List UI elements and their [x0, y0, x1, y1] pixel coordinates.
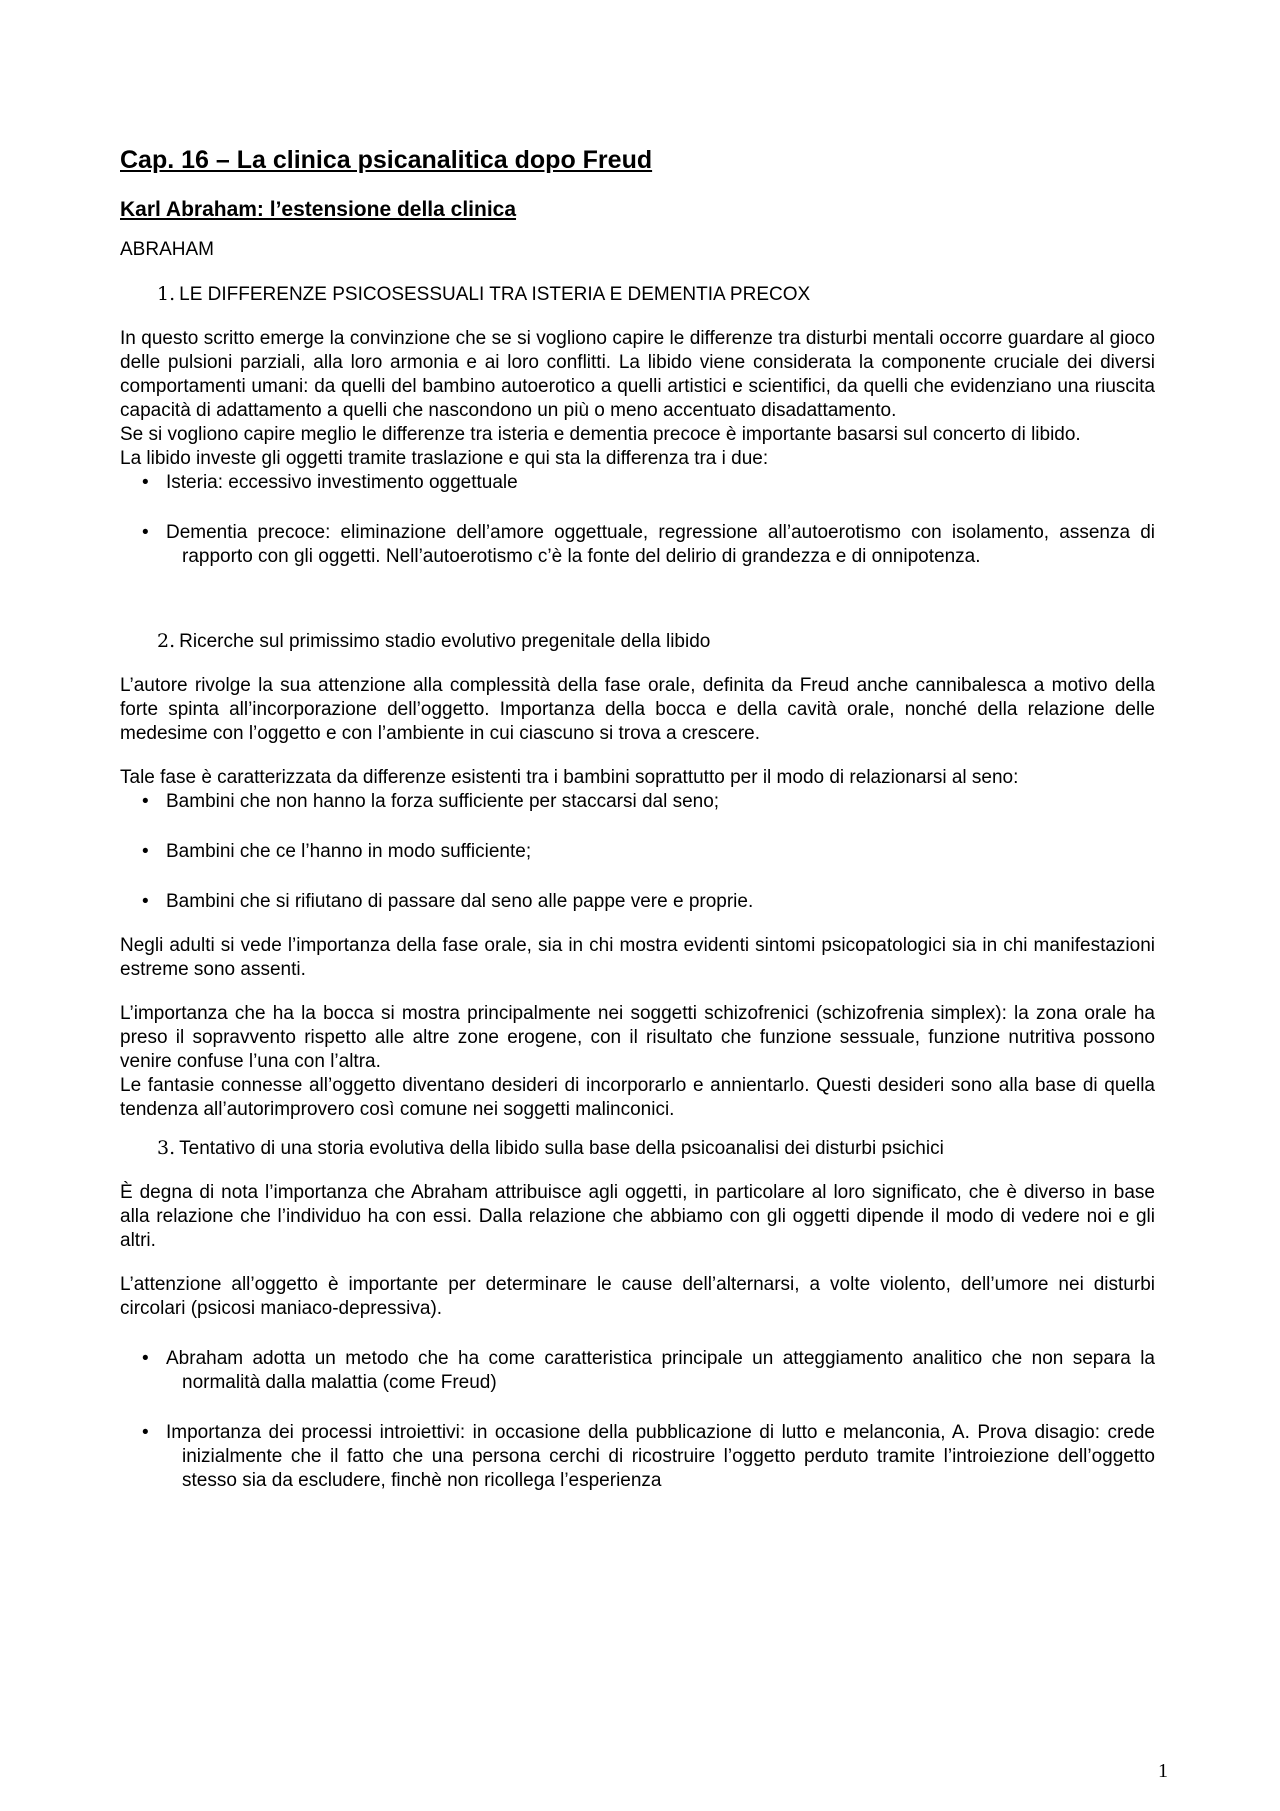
section-1-number: 1.: [157, 283, 176, 305]
list-item-text: Bambini che ce l’hanno in modo sufficiente;: [166, 841, 532, 862]
bullet-icon: •: [142, 1422, 149, 1443]
section-2-paragraph: L’importanza che ha la bocca si mostra principalmente nei soggetti schizofrenici (schizofrenia simplex): la zona orale ha preso il sopravvento rispetto alle altre zone erogene, con il risultato che funzione sessuale, funzione nutritiva possono venire confuse l’una con l’altra.: [120, 1003, 1155, 1072]
section-1-paragraph: Se si vogliono capire meglio le differenze tra isteria e dementia precoce è importante basarsi sul concerto di libido.: [120, 424, 1081, 445]
list-item: [120, 1347, 1155, 1395]
list-item-text: Importanza dei processi introiettivi: in occasione della pubblicazione di lutto e melanconia, A. Prova disagio: crede inizialmente che il fatto che una persona cerchi di ricostruire l’oggetto perduto tramite l’introiezione dell’oggetto stesso sia da escludere, finchè non ricollega l’esperienza: [166, 1422, 1155, 1491]
section-1-heading-text: LE DIFFERENZE PSICOSESSUALI TRA ISTERIA E DEMENTIA PRECOX: [179, 284, 811, 305]
section-3-heading: [120, 1136, 1155, 1161]
section-1-list: [120, 471, 1155, 569]
section-subtitle: Karl Abraham: l’estensione della clinica: [120, 198, 517, 221]
bullet-icon: •: [142, 841, 149, 862]
list-item-text: Bambini che si rifiutano di passare dal seno alle pappe vere e proprie.: [166, 891, 754, 912]
page-number: 1: [1158, 1760, 1168, 1782]
list-item: [120, 790, 1155, 814]
list-item: [120, 890, 1155, 914]
section-1-paragraph: In questo scritto emerge la convinzione che se si vogliono capire le differenze tra disturbi mentali occorre guardare al gioco delle pulsioni parziali, alla loro armonia e ai loro conflitti. La libido viene considerata la componente cruciale dei diversi comportamenti umani: da quelli del bambino autoerotico a quelli artistici e scientifici, da quelli che evidenziano una riuscita capacità di adattamento a quelli che nascondono un più o meno accentuato disadattamento.: [120, 328, 1155, 421]
section-3-heading-text: Tentativo di una storia evolutiva della libido sulla base della psicoanalisi dei disturbi psichici: [179, 1138, 944, 1159]
list-item: [120, 1421, 1155, 1493]
section-2-paragraph: Le fantasie connesse all’oggetto diventano desideri di incorporarlo e annientarlo. Questi desideri sono alla base di quella tendenza all’autorimprovero così comune nei soggetti malinconici.: [120, 1075, 1155, 1120]
author-label: ABRAHAM: [120, 239, 214, 260]
section-3-list: [120, 1347, 1155, 1493]
document-body: [120, 144, 1155, 1493]
section-1-paragraph: La libido investe gli oggetti tramite traslazione e qui sta la differenza tra i due:: [120, 448, 769, 469]
section-2-heading-text: Ricerche sul primissimo stadio evolutivo pregenitale della libido: [179, 631, 711, 652]
list-item-text: Isteria: eccessivo investimento oggettuale: [166, 472, 518, 493]
section-2-list: [120, 790, 1155, 914]
section-3-paragraph: È degna di nota l’importanza che Abraham attribuisce agli oggetti, in particolare al loro significato, che è diverso in base alla relazione che l’individuo ha con essi. Dalla relazione che abbiamo con gli oggetti dipende il modo di vedere noi e gli altri.: [120, 1182, 1155, 1251]
section-3-number: 3.: [157, 1137, 176, 1159]
section-2-paragraph: Tale fase è caratterizzata da differenze esistenti tra i bambini soprattutto per il modo di relazionarsi al seno:: [120, 767, 1019, 788]
section-2-number: 2.: [157, 630, 176, 652]
section-1-heading: [120, 282, 1155, 307]
bullet-icon: •: [142, 472, 149, 493]
list-item: [120, 521, 1155, 569]
list-item-text: Abraham adotta un metodo che ha come caratteristica principale un atteggiamento analitico che non separa la normalità dalla malattia (come Freud): [166, 1348, 1155, 1393]
list-item-text: Dementia precoce: eliminazione dell’amore oggettuale, regressione all’autoerotismo con isolamento, assenza di rapporto con gli oggetti. Nell’autoerotismo c’è la fonte del delirio di grandezza e di onnipotenza.: [166, 522, 1155, 567]
chapter-title: Cap. 16 – La clinica psicanalitica dopo Freud: [120, 146, 653, 174]
bullet-icon: •: [142, 522, 149, 543]
list-item: [120, 840, 1155, 864]
section-3-paragraph: L’attenzione all’oggetto è importante per determinare le cause dell’alternarsi, a volte violento, dell’umore nei disturbi circolari (psicosi maniaco-depressiva).: [120, 1274, 1155, 1319]
bullet-icon: •: [142, 791, 149, 812]
section-2-paragraph: Negli adulti si vede l’importanza della fase orale, sia in chi mostra evidenti sintomi psicopatologici sia in chi manifestazioni estreme sono assenti.: [120, 935, 1155, 980]
section-2-heading: [120, 629, 1155, 654]
bullet-icon: •: [142, 891, 149, 912]
bullet-icon: •: [142, 1348, 149, 1369]
list-item: [120, 471, 1155, 495]
section-2-paragraph: L’autore rivolge la sua attenzione alla complessità della fase orale, definita da Freud anche cannibalesca a motivo della forte spinta all’incorporazione dell’oggetto. Importanza della bocca e della cavità orale, nonché della relazione delle medesime con l’oggetto e con l’ambiente in cui ciascuno si trova a crescere.: [120, 675, 1155, 744]
list-item-text: Bambini che non hanno la forza sufficiente per staccarsi dal seno;: [166, 791, 720, 812]
